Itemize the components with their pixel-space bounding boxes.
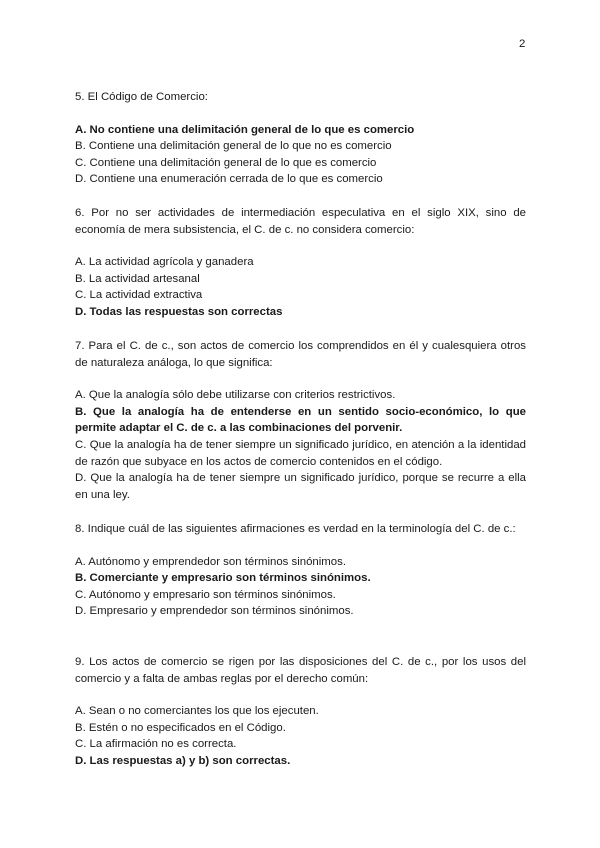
question-8-option-c: C. Autónomo y empresario son términos sinónimos. (75, 588, 336, 601)
question-8-option-d: D. Empresario y emprendedor son términos sinónimos. (75, 605, 354, 618)
question-7-option-d: D. Que la analogía ha de tener siempre un significado jurídico, porque se recurre a ella en una ley. (75, 472, 526, 501)
question-5-option-a: A. No contiene una delimitación general de lo que es comercio (75, 123, 415, 136)
question-5-option-d: D. Contiene una enumeración cerrada de lo que es comercio (75, 173, 383, 186)
page-number: 2 (519, 38, 526, 50)
question-6-option-a: A. La actividad agrícola y ganadera (75, 256, 254, 269)
question-5 (75, 89, 526, 188)
question-9 (75, 654, 526, 770)
question-9-option-a: A. Sean o no comerciantes los que los ejecuten. (75, 705, 319, 718)
question-7-option-b: B. Que la analogía ha de entenderse en un sentido socio-económico, lo que permite adaptar el C. de c. a las combinaciones del porvenir. (75, 405, 526, 435)
question-7-option-c: C. Que la analogía ha de tener siempre un significado jurídico, en atención a la identidad de razón que subyace en los actos de comercio contenidos en el código. (75, 438, 526, 468)
question-6-option-d: D. Todas las respuestas son correctas (75, 305, 283, 318)
question-8-text: 8. Indique cuál de las siguientes afirmaciones es verdad en la terminología del C. de c.: (75, 523, 516, 535)
question-5-option-b: B. Contiene una delimitación general de lo que no es comercio (75, 140, 392, 153)
question-6-text: 6. Por no ser actividades de intermediación especulativa en el siglo XIX, sino de economía de mera subsistencia, el C. de c. no considera comercio: (75, 207, 526, 236)
question-7 (75, 338, 526, 503)
question-6-option-c: C. La actividad extractiva (75, 289, 203, 302)
question-7-option-a: A. Que la analogía sólo debe utilizarse con criterios restrictivos. (75, 389, 396, 402)
question-9-text: 9. Los actos de comercio se rigen por las disposiciones del C. de c., por los usos del comercio y a falta de ambas reglas por el derecho común: (75, 656, 526, 685)
question-6 (75, 205, 526, 321)
question-7-text: 7. Para el C. de c., son actos de comercio los comprendidos en él y cualesquiera otros de naturaleza análoga, lo que significa: (75, 340, 526, 369)
question-5-option-c: C. Contiene una delimitación general de lo que es comercio (75, 156, 377, 169)
question-8-option-a: A. Autónomo y emprendedor son términos sinónimos. (75, 555, 346, 568)
question-9-option-c: C. La afirmación no es correcta. (75, 738, 237, 751)
question-8-option-b: B. Comerciante y empresario son términos sinónimos. (75, 572, 371, 585)
question-5-text: 5. El Código de Comercio: (75, 91, 208, 103)
question-6-option-b: B. La actividad artesanal (75, 272, 200, 285)
question-9-option-b: B. Estén o no especificados en el Código. (75, 721, 286, 734)
question-9-option-d: D. Las respuestas a) y b) son correctas. (75, 754, 291, 767)
question-8 (75, 521, 526, 620)
